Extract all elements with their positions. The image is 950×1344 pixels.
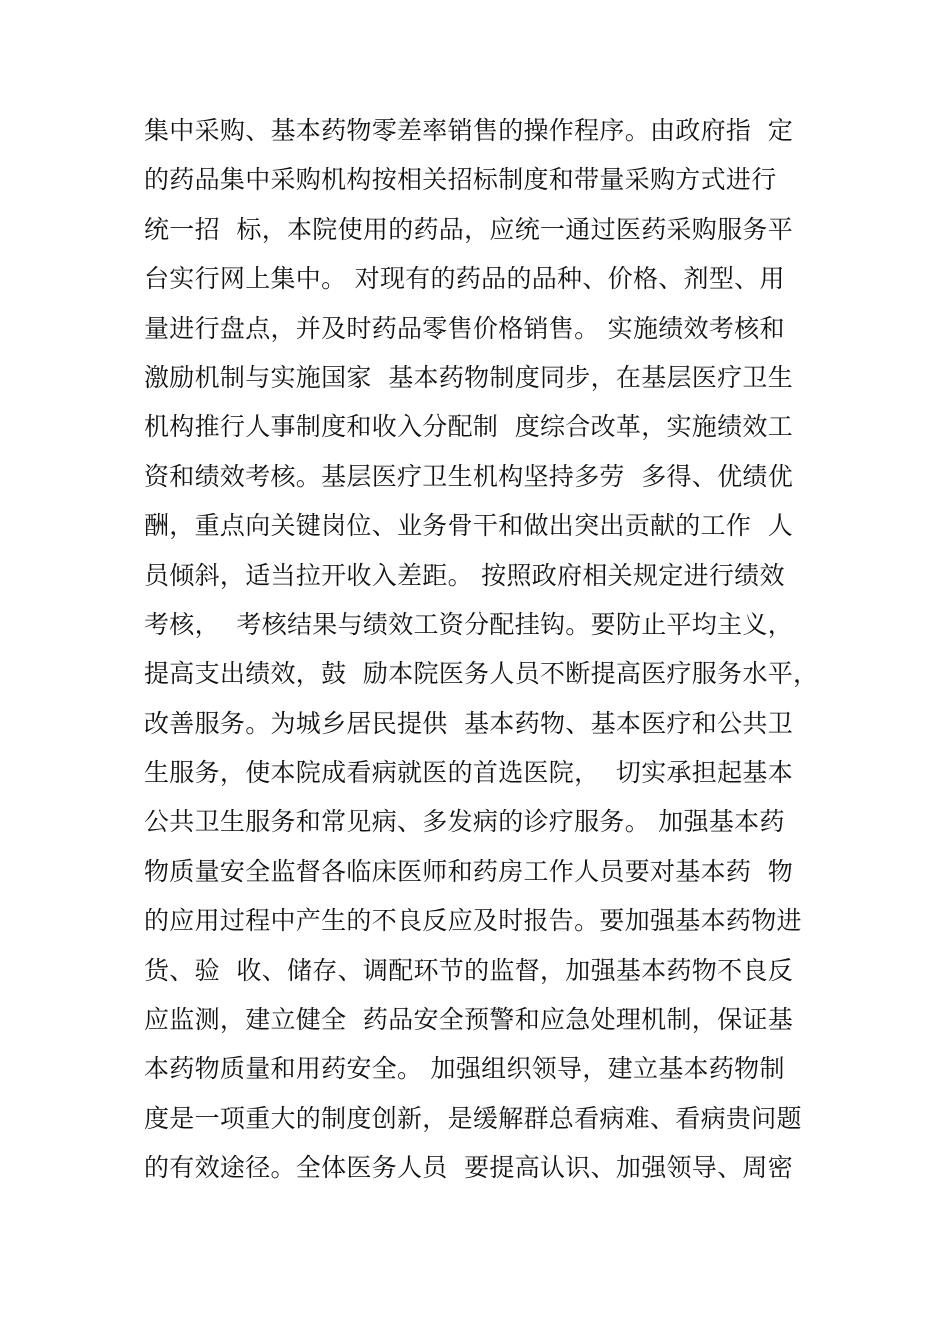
text-line: 提高支出绩效，鼓 励本院医务人员不断提高医疗服务水平， xyxy=(144,659,819,689)
text-line: 生服务，使本院成看病就医的首选医院， 切实承担起基本 xyxy=(144,758,793,788)
body-text xyxy=(144,106,844,1193)
text-line: 应监测，建立健全 药品安全预警和应急处理机制，保证基 xyxy=(144,1005,793,1035)
text-line: 员倾斜，适当拉开收入差距。 按照政府相关规定进行绩效 xyxy=(144,560,785,590)
text-line: 公共卫生服务和常见病、多发病的诊疗服务。 加强基本药 xyxy=(144,807,785,837)
text-line: 考核， 考核结果与绩效工资分配挂钩。要防止平均主义， xyxy=(144,609,793,639)
text-line: 改善服务。为城乡居民提供 基本药物、基本医疗和公共卫 xyxy=(144,708,793,738)
text-line: 集中采购、基本药物零差率销售的操作程序。由政府指 定 xyxy=(144,116,793,145)
text-line: 的药品集中采购机构按相关招标制度和带量采购方式进行 xyxy=(144,165,777,195)
text-line: 货、验 收、储存、调配环节的监督，加强基本药物不良反 xyxy=(144,955,793,985)
text-line: 的有效途径。全体医务人员 要提高认识、加强领导、周密 xyxy=(144,1153,793,1183)
text-line: 的应用过程中产生的不良反应及时报告。要加强基本药物进 xyxy=(144,906,802,936)
text-line: 资和绩效考核。基层医疗卫生机构坚持多劳 多得、优绩优 xyxy=(144,461,793,491)
text-line: 本药物质量和用药安全。 加强组织领导，建立基本药物制 xyxy=(144,1054,785,1084)
text-line: 统一招 标，本院使用的药品，应统一通过医药采购服务平 xyxy=(144,214,793,244)
text-line: 量进行盘点，并及时药品零售价格销售。 实施绩效考核和 xyxy=(144,313,785,343)
text-line: 台实行网上集中。 对现有的药品的品种、价格、剂型、用 xyxy=(144,264,785,294)
text-line: 机构推行人事制度和收入分配制 度综合改革，实施绩效工 xyxy=(144,412,793,442)
text-line: 物质量安全监督各临床医师和药房工作人员要对基本药 物 xyxy=(144,856,793,886)
text-line: 激励机制与实施国家 基本药物制度同步，在基层医疗卫生 xyxy=(144,362,793,392)
text-line: 酬，重点向关键岗位、业务骨干和做出突出贡献的工作 人 xyxy=(144,511,793,541)
text-line: 度是一项重大的制度创新，是缓解群总看病难、看病贵问题 xyxy=(144,1103,802,1133)
